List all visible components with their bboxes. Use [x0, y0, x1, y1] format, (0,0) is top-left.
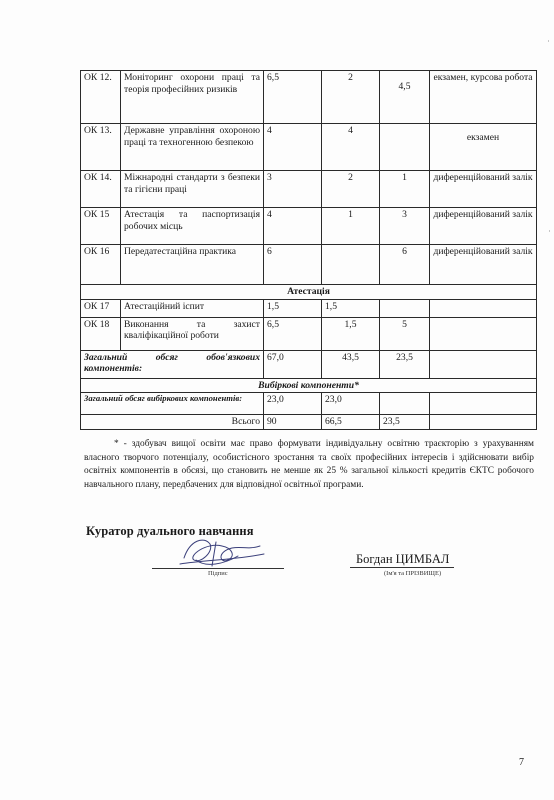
row-form: екзамен [430, 124, 537, 171]
row-credits: 4 [264, 124, 322, 171]
total-row [81, 350, 537, 378]
row-hours-2: 6 [380, 245, 430, 285]
name-line [350, 567, 454, 568]
table-row [81, 71, 537, 124]
row-code: ОК 18 [81, 317, 121, 350]
row-form [430, 317, 537, 350]
scan-speck [549, 230, 550, 232]
empty-cell [430, 393, 537, 415]
row-form: екзамен, курсова робота [430, 71, 537, 124]
row-form [430, 299, 537, 317]
row-hours-2: 4,5 [380, 71, 430, 124]
row-name: Моніторинг охорони праці та теорія професійних ризиків [121, 71, 264, 124]
table-row [81, 317, 537, 350]
table-row [81, 299, 537, 317]
elective-header: Вибіркові компоненти* [81, 378, 537, 393]
mandatory-total-credits: 67,0 [264, 350, 322, 378]
curator-title: Куратор дуального навчання [86, 524, 254, 538]
row-form: диференційований залік [430, 208, 537, 245]
row-code: ОК 12. [81, 71, 121, 124]
elective-total-label: Загальний обсяг вибіркових компонентів: [81, 393, 264, 415]
section-row [81, 285, 537, 300]
row-form: диференційований залік [430, 171, 537, 208]
signature-caption: Підпис [208, 570, 228, 577]
row-credits: 3 [264, 171, 322, 208]
grand-total-credits: 90 [264, 415, 322, 430]
table-row [81, 208, 537, 245]
row-code: ОК 15 [81, 208, 121, 245]
row-hours-2: 3 [380, 208, 430, 245]
section-row [81, 378, 537, 393]
row-name: Передатестаційна практика [121, 245, 264, 285]
row-name: Державне управління охороною праці та техногенною безпекою [121, 124, 264, 171]
row-name: Атестація та паспортизація робочих місць [121, 208, 264, 245]
row-credits: 6,5 [264, 317, 322, 350]
footnote: * - здобувач вищої освіти має право формувати індивідуальну освітню траєкторію з урахуванням власного творчого потенціалу, особистісного зростання та своїх професійних інтересів і здійснювати вибір освітніх компонентів в обсязі, що становить не менше як 25 % загальної кількості кредитів ЄКТС робочого навчального плану, передбачених для відповідної освітньої програми. [84, 439, 534, 490]
grand-total-hours-1: 66,5 [322, 415, 380, 430]
row-hours-1: 1 [322, 208, 380, 245]
row-hours-1: 2 [322, 171, 380, 208]
row-code: ОК 14. [81, 171, 121, 208]
row-hours-1: 1,5 [322, 317, 380, 350]
row-form: диференційований залік [430, 245, 537, 285]
row-credits: 1,5 [264, 299, 322, 317]
elective-total-credits: 23,0 [264, 393, 322, 415]
grand-total-hours-2: 23,5 [380, 415, 430, 430]
total-row [81, 393, 537, 415]
name-caption: (Ім'я та ПРІЗВИЩЕ) [384, 570, 442, 577]
mandatory-total-hours-2: 23,5 [380, 350, 430, 378]
scan-speck [548, 40, 549, 42]
row-hours-1: 2 [322, 71, 380, 124]
row-name: Міжнародні стандарти з безпеки та гігієни праці [121, 171, 264, 208]
signature-line [152, 568, 284, 569]
row-hours-2 [380, 124, 430, 171]
row-hours-1 [322, 245, 380, 285]
row-code: ОК 17 [81, 299, 121, 317]
row-credits: 6,5 [264, 71, 322, 124]
row-credits: 6 [264, 245, 322, 285]
attestation-header: Атестація [81, 285, 537, 300]
total-row [81, 415, 537, 430]
row-name: Атестаційний іспит [121, 299, 264, 317]
row-name: Виконання та захист кваліфікаційної роботи [121, 317, 264, 350]
table-row [81, 124, 537, 171]
table-row [81, 245, 537, 285]
table-body [81, 71, 537, 430]
empty-cell [430, 350, 537, 378]
mandatory-total-hours-1: 43,5 [322, 350, 380, 378]
row-credits: 4 [264, 208, 322, 245]
grand-total-label: Всього [81, 415, 264, 430]
elective-total-hours-2 [380, 393, 430, 415]
mandatory-total-label: Загальний обсяг обов'язкових компонентів: [81, 350, 264, 378]
row-hours-2: 5 [380, 317, 430, 350]
row-hours-1: 4 [322, 124, 380, 171]
row-hours-1: 1,5 [322, 299, 380, 317]
row-hours-2 [380, 299, 430, 317]
elective-total-hours-1: 23,0 [322, 393, 380, 415]
row-hours-2: 1 [380, 171, 430, 208]
row-code: ОК 13. [81, 124, 121, 171]
empty-cell [430, 415, 537, 430]
table-row [81, 171, 537, 208]
curriculum-table [80, 70, 537, 430]
row-code: ОК 16 [81, 245, 121, 285]
signer-name: Богдан ЦИМБАЛ [356, 552, 450, 566]
page-number: 7 [519, 757, 524, 768]
